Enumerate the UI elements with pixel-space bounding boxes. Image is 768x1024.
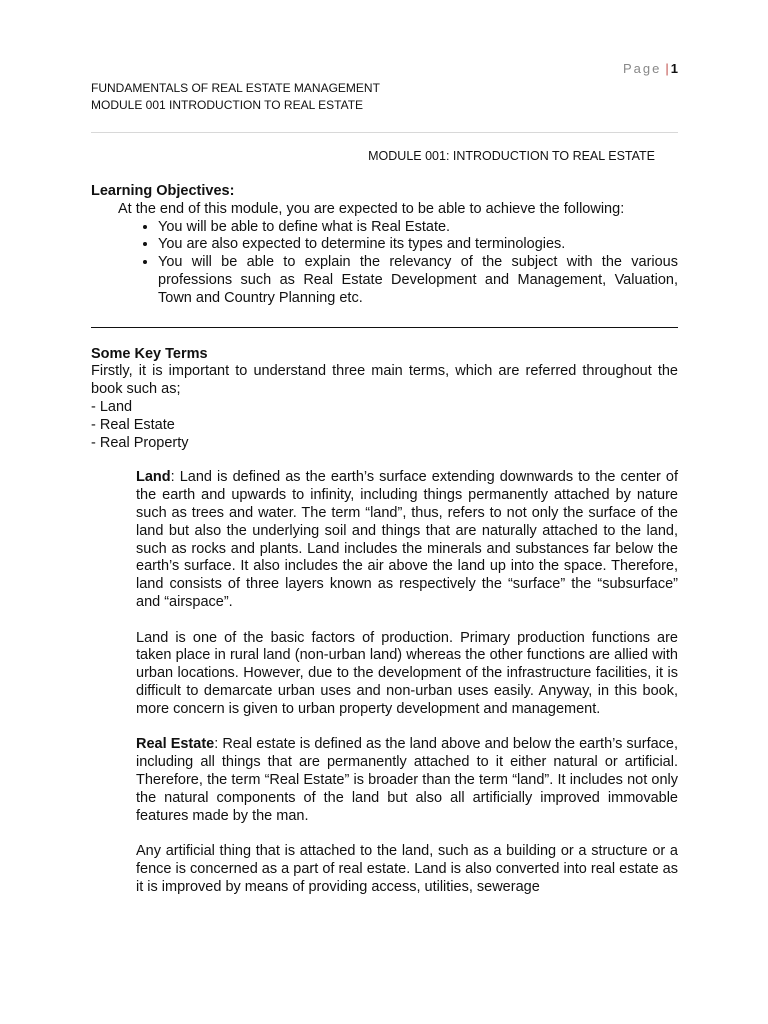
key-term-item: - Land	[91, 398, 133, 415]
objectives-list	[91, 219, 678, 308]
page-label: Page	[623, 61, 662, 76]
module-title: MODULE 001: INTRODUCTION TO REAL ESTATE	[368, 149, 655, 163]
definitions-block	[136, 469, 678, 896]
land-term: Land	[136, 469, 171, 486]
document-body	[91, 183, 678, 914]
key-terms-intro: Firstly, it is important to understand three main terms, which are referred throughout the book such as;	[91, 363, 678, 398]
page-number-value: 1	[670, 61, 678, 76]
real-estate-definition-paragraph	[136, 736, 678, 825]
running-header	[91, 80, 380, 114]
land-production-paragraph: Land is one of the basic factors of production. Primary production functions are taken place in rural land (non-urban land) whereas the other functions are allied with urban locations. However, due to the development of the infrastructure facilities, it is difficult to demarcate urban uses and non-urban uses easily. Anyway, in this book, more concern is given to urban property development and management.	[136, 629, 678, 717]
objective-item: • You will be able to explain the relevancy of the subject with the various professions such as Real Estate Development and Management, Valuation, Town and Country Planning etc.	[158, 254, 678, 307]
land-definition-text: : Land is defined as the earth’s surface extending downwards to the center of the earth and upwards to infinity, including things permanently attached by nature such as trees and water. The term “land”, thus, refers to not only the surface of the land but also the underlying soil and things that are naturally attached to the land, such as rocks and plants. Land includes the minerals and substances far below the earth’s surface. It also includes the air above the land up into the space. Therefore, land consists of three layers known as respectively the “surface” the “subsurface” and “airspace”.	[136, 469, 678, 610]
real-estate-definition-text: : Real estate is defined as the land above and below the earth’s surface, including all things that are permanently attached to it either natural or artificial. Therefore, the term “Real Estate” is broader than the term “land”. It includes not only the natural components of the land but also all artificially improved immovable features made by the man.	[136, 736, 678, 824]
header-module-title: MODULE 001 INTRODUCTION TO REAL ESTATE	[91, 98, 364, 112]
section-divider	[91, 327, 678, 328]
key-term-item: - Real Property	[91, 434, 189, 451]
key-term-item: - Real Estate	[91, 416, 175, 433]
land-definition-paragraph	[136, 469, 678, 611]
header-course-title: FUNDAMENTALS OF REAL ESTATE MANAGEMENT	[91, 81, 380, 95]
learning-objectives-heading: Learning Objectives:	[91, 183, 235, 199]
objective-item: • You are also expected to determine its types and terminologies.	[158, 236, 678, 254]
learning-objectives-section	[91, 183, 678, 308]
learning-objectives-intro: At the end of this module, you are expected to be able to achieve the following:	[118, 200, 625, 217]
real-estate-term: Real Estate	[136, 736, 215, 753]
objective-item: • You will be able to define what is Real Estate.	[158, 219, 678, 237]
key-terms-list	[91, 399, 678, 452]
key-terms-section	[91, 346, 678, 897]
page-number	[560, 61, 678, 76]
page-separator: |	[665, 61, 669, 76]
artificial-thing-paragraph: Any artificial thing that is attached to the land, such as a building or a structure or a fence is concerned as a part of real estate. Land is also converted into real estate as it is improved by means of providing access, utilities, sewerage	[136, 843, 678, 895]
key-terms-heading: Some Key Terms	[91, 345, 208, 362]
header-divider	[91, 132, 678, 133]
